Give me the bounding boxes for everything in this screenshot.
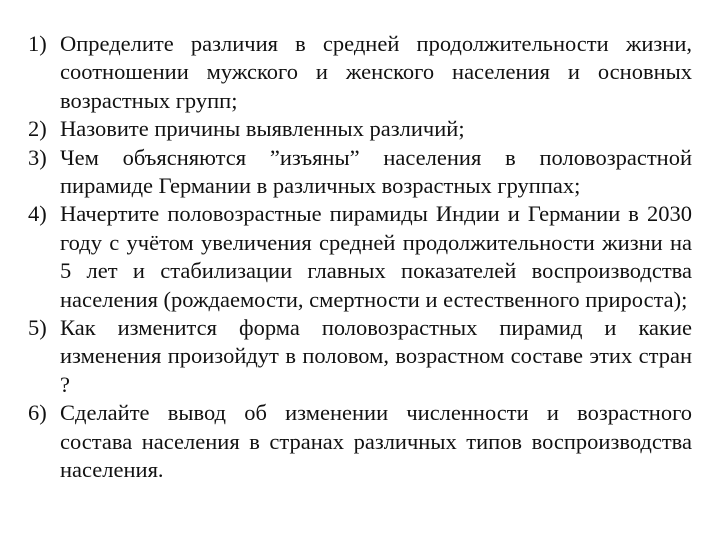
list-item — [28, 115, 692, 143]
list-item — [28, 144, 692, 201]
item-text: Определите различия в средней продолжительности жизни, соотношении мужского и женского населения и основных возрастных групп; — [60, 31, 692, 113]
item-number: 4) — [28, 201, 47, 227]
list-item — [28, 399, 692, 484]
item-text: Назовите причины выявленных различий; — [60, 116, 465, 142]
item-number: 2) — [28, 116, 47, 142]
item-text: Сделайте вывод об изменении численности и возрастного состава населения в странах различных типов воспроизводства населения. — [60, 400, 692, 483]
task-list-document — [28, 30, 692, 485]
list-item — [28, 30, 692, 115]
list-item — [28, 314, 692, 399]
item-number: 3) — [28, 144, 47, 170]
item-text: Начертите половозрастные пирамиды Индии и Германии в 2030 году с учётом увеличения средней продолжительности жизни на 5 лет и стабилизации главных показателей воспроизводства населения (рождаемости, смертности и естественного прироста); — [60, 201, 692, 312]
list-item — [28, 200, 692, 314]
item-text: Как изменится форма половозрастных пирамид и какие изменения произойдут в половом, возрастном составе этих стран ? — [60, 315, 692, 397]
item-text: Чем объясняются ”изъяны” населения в половозрастной пирамиде Германии в различных возрастных группах; — [60, 144, 692, 199]
item-number: 1) — [28, 31, 47, 56]
numbered-task-list — [28, 30, 692, 485]
item-number: 6) — [28, 400, 47, 426]
item-number: 5) — [28, 315, 47, 341]
